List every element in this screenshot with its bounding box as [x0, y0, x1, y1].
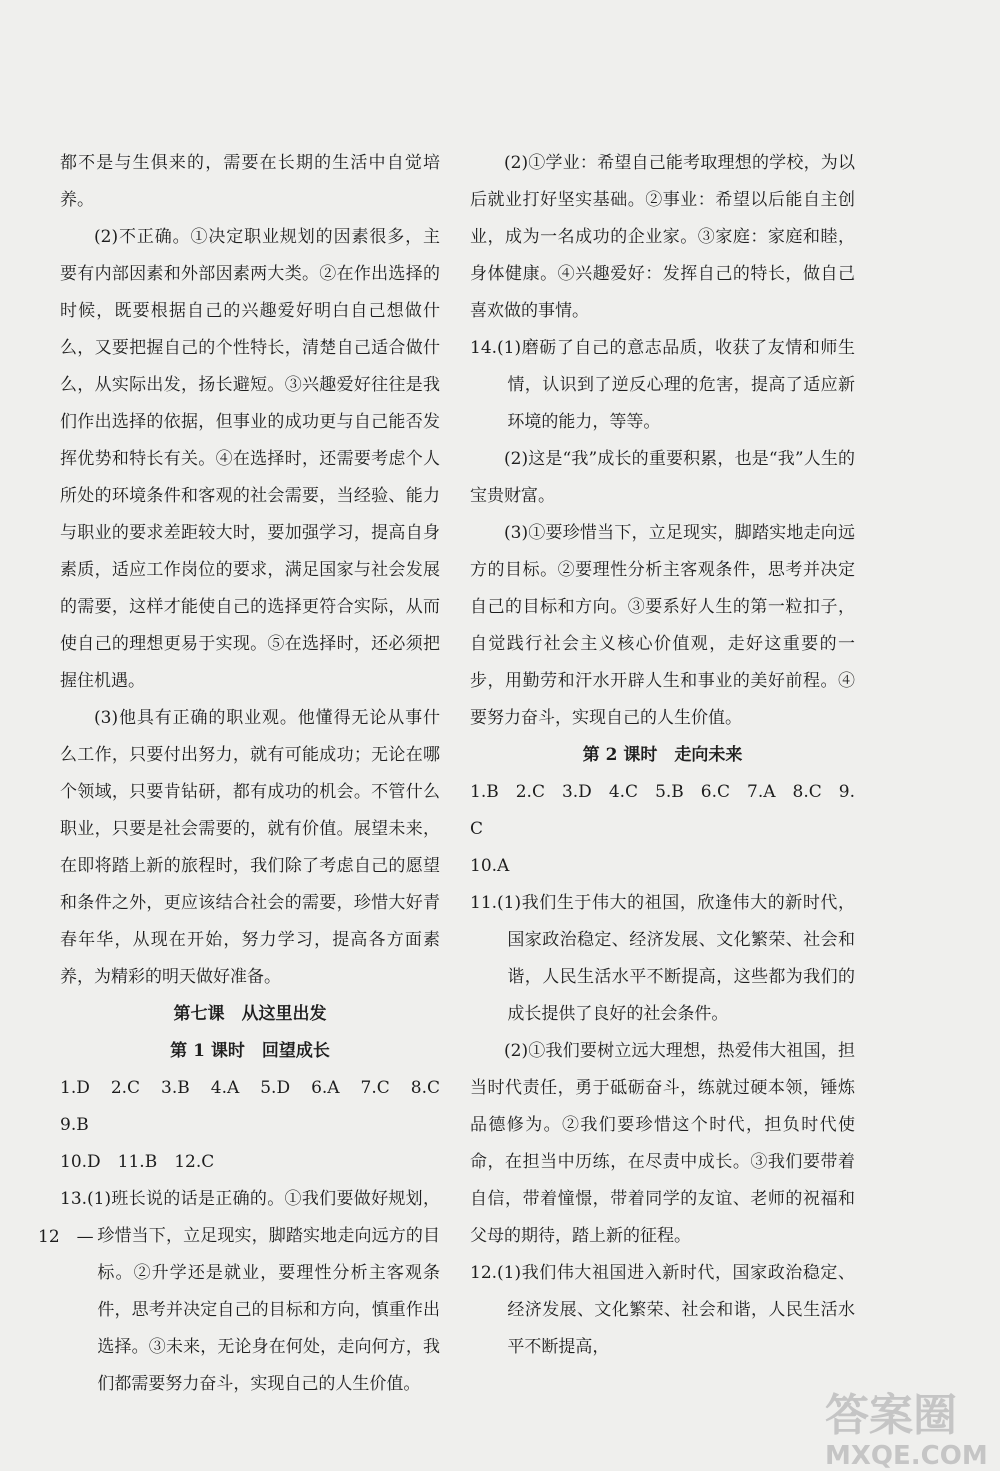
- answer-paragraph: 1.B 2.C 3.D 4.C 5.B 6.C 7.A 8.C 9.C: [470, 782, 855, 839]
- page-number: 12 —: [38, 1227, 94, 1247]
- watermark-logo-text: 答案圈: [825, 1390, 957, 1441]
- answer-paragraph: 11.(1)我们生于伟大的祖国，欣逢伟大的新时代，国家政治稳定、经济发展、文化繁荣、社会和谐，人民生活水平不断提高，这些都为我们的成长提供了良好的社会条件。: [470, 893, 855, 1024]
- answer-paragraph: (2)这是“我”成长的重要积累，也是“我”人生的宝贵财富。: [470, 449, 855, 506]
- right-column: [470, 145, 855, 1366]
- answer-paragraph: (2)①我们要树立远大理想，热爱伟大祖国，担当时代责任，勇于砥砺奋斗，练就过硬本领，锤炼品德修为。②我们要珍惜这个时代，担负时代使命，在担当中历练，在尽责中成长。③我们要带着自信，带着憧憬，带着同学的友谊、老师的祝福和父母的期待，踏上新的征程。: [470, 1041, 855, 1246]
- lesson-heading: 第七课 从这里出发: [173, 1004, 327, 1024]
- answer-paragraph: 都不是与生俱来的，需要在长期的生活中自觉培养。: [60, 153, 440, 210]
- watermark-site-text: MXQE.COM: [825, 1441, 988, 1470]
- answer-paragraph: 14.(1)磨砺了自己的意志品质，收获了友情和师生情，认识到了逆反心理的危害，提高了适应新环境的能力，等等。: [470, 338, 855, 432]
- answer-paragraph: 12.(1)我们伟大祖国进入新时代，国家政治稳定、经济发展、文化繁荣、社会和谐，人民生活水平不断提高，: [470, 1263, 855, 1357]
- answer-paragraph: (2)不正确。①决定职业规划的因素很多，主要有内部因素和外部因素两大类。②在作出选择的时候，既要根据自己的兴趣爱好明白自己想做什么，又要把握自己的个性特长，清楚自己适合做什么，从实际出发，扬长避短。③兴趣爱好往往是我们作出选择的依据，但事业的成功更与自己能否发挥优势和特长有关。④在选择时，还需要考虑个人所处的环境条件和客观的社会需要，当经验、能力与职业的要求差距较大时，要加强学习，提高自身素质，适应工作岗位的要求，满足国家与社会发展的需要，这样才能使自己的选择更符合实际，从而使自己的理想更易于实现。⑤在选择时，还必须把握住机遇。: [60, 227, 440, 691]
- answer-paragraph: 1.D 2.C 3.B 4.A 5.D 6.A 7.C 8.C 9.B: [60, 1078, 457, 1135]
- answer-paragraph: (3)①要珍惜当下，立足现实，脚踏实地走向远方的目标。②要理性分析主客观条件，思考并决定自己的目标和方向。③要系好人生的第一粒扣子，自觉践行社会主义核心价值观，走好这重要的一步，用勤劳和汗水开辟人生和事业的美好前程。④要努力奋斗，实现自己的人生价值。: [470, 523, 855, 728]
- answer-paragraph: (2)①学业：希望自己能考取理想的学校，为以后就业打好坚实基础。②事业：希望以后能自主创业，成为一名成功的企业家。③家庭：家庭和睦，身体健康。④兴趣爱好：发挥自己的特长，做自己喜欢做的事情。: [470, 153, 855, 321]
- watermark-logo: [815, 1380, 995, 1470]
- lesson-heading: 第 2 课时 走向未来: [582, 745, 743, 765]
- left-column: [60, 145, 457, 1403]
- answer-paragraph: 13.(1)班长说的话是正确的。①我们要做好规划，珍惜当下，立足现实，脚踏实地走向远方的目标。②升学还是就业，要理性分析主客观条件，思考并决定自己的目标和方向，慎重作出选择。③未来，无论身在何处，走向何方，我们都需要努力奋斗，实现自己的人生价值。: [60, 1189, 440, 1394]
- answer-paragraph: 10.D 11.B 12.C: [60, 1152, 215, 1172]
- lesson-heading: 第 1 课时 回望成长: [170, 1041, 330, 1061]
- answer-paragraph: 10.A: [470, 856, 510, 876]
- answer-paragraph: (3)他具有正确的职业观。他懂得无论从事什么工作，只要付出努力，就有可能成功；无论在哪个领域，只要肯钻研，都有成功的机会。不管什么职业，只要是社会需要的，就有价值。展望未来，在即将踏上新的旅程时，我们除了考虑自己的愿望和条件之外，更应该结合社会的需要，珍惜大好青春年华，从现在开始，努力学习，提高各方面素养，为精彩的明天做好准备。: [60, 708, 440, 987]
